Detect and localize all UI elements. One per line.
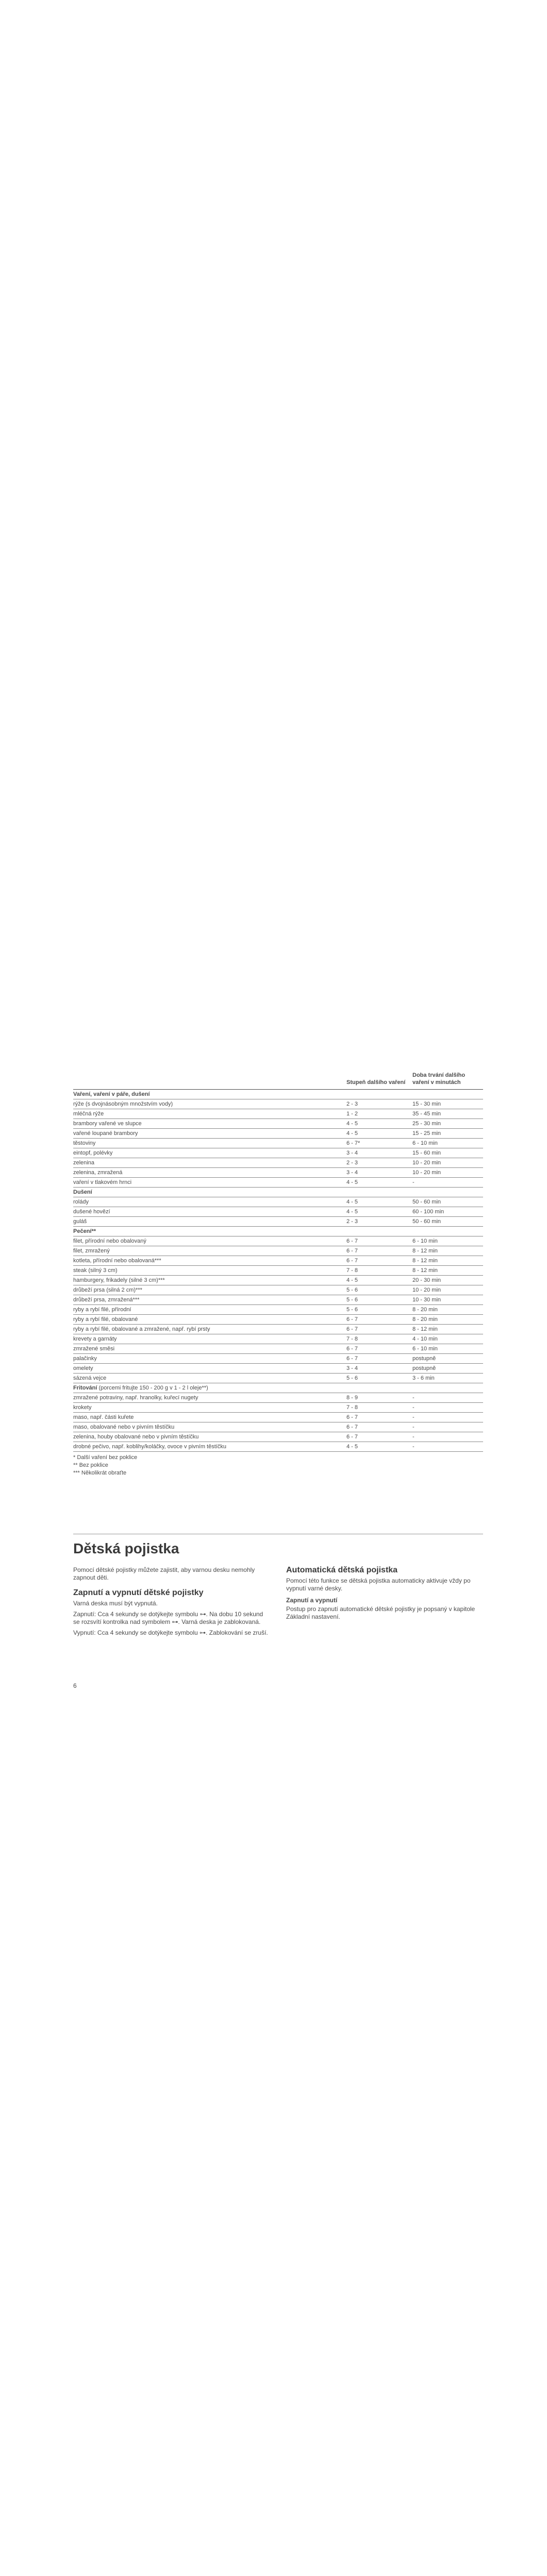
- auto-lock-setup-text: Postup pro zapnutí automatické dětské pojistky je popsaný v kapitole Základní nastavení.: [286, 1605, 475, 1620]
- level-cell: 8 - 9: [346, 1393, 412, 1403]
- level-cell: 6 - 7: [346, 1422, 412, 1432]
- table-header-row: [73, 1072, 483, 1090]
- duration-cell: 10 - 30 min: [412, 1295, 483, 1305]
- food-cell: omelety: [73, 1364, 346, 1374]
- food-cell: filet, zmražený: [73, 1246, 346, 1256]
- table-row: [73, 1325, 483, 1334]
- table-section-row: [73, 1090, 483, 1099]
- food-cell: zelenina: [73, 1158, 346, 1168]
- level-cell: 5 - 6: [346, 1295, 412, 1305]
- food-cell: filet, přírodní nebo obalovaný: [73, 1236, 346, 1246]
- child-lock-enable-text: Zapnutí: Cca 4 sekundy se dotýkejte symbolu ⊶. Na dobu 10 sekund se rozsvítí kontrolka nad symbolem ⊶. Varná deska je zablokovaná.: [73, 1611, 263, 1625]
- table-row: [73, 1413, 483, 1422]
- section-heading: Vaření, vaření v páře, dušení: [73, 1091, 150, 1097]
- duration-cell: -: [412, 1442, 483, 1452]
- level-cell: 7 - 8: [346, 1334, 412, 1344]
- food-cell: vařené loupané brambory: [73, 1129, 346, 1139]
- duration-cell: 15 - 60 min: [412, 1148, 483, 1158]
- duration-cell: -: [412, 1422, 483, 1432]
- table-row: [73, 1393, 483, 1403]
- food-cell: eintopf, polévky: [73, 1148, 346, 1158]
- table-row: [73, 1148, 483, 1158]
- food-cell: guláš: [73, 1217, 346, 1227]
- table-row: [73, 1315, 483, 1325]
- table-row: [73, 1364, 483, 1374]
- page-number: 6: [73, 1682, 77, 1689]
- duration-cell: postupně: [412, 1354, 483, 1364]
- table-row: [73, 1119, 483, 1129]
- intro-text: Pomocí dětské pojistky můžete zajistit, aby varnou desku nemohly zapnout děti.: [73, 1566, 255, 1581]
- level-cell: 2 - 3: [346, 1099, 412, 1109]
- food-cell: zelenina, houby obalované nebo v pivním těstíčku: [73, 1432, 346, 1442]
- level-cell: 5 - 6: [346, 1305, 412, 1315]
- child-lock-precondition: Varná deska musí být vypnutá.: [73, 1600, 158, 1607]
- duration-cell: 8 - 12 min: [412, 1266, 483, 1276]
- duration-cell: 6 - 10 min: [412, 1139, 483, 1148]
- level-cell: 6 - 7: [346, 1413, 412, 1422]
- cooking-table-container: [73, 1072, 483, 1477]
- section-heading-cell: [73, 1188, 483, 1197]
- right-column: [286, 1566, 482, 1624]
- auto-lock-subheading: Zapnutí a vypnutí: [286, 1597, 338, 1604]
- duration-cell: postupně: [412, 1364, 483, 1374]
- table-section-row: [73, 1188, 483, 1197]
- food-cell: steak (silný 3 cm): [73, 1266, 346, 1276]
- level-cell: 3 - 4: [346, 1364, 412, 1374]
- section-heading-cell: [73, 1227, 483, 1236]
- table-row: [73, 1344, 483, 1354]
- duration-cell: 10 - 20 min: [412, 1158, 483, 1168]
- duration-cell: 10 - 20 min: [412, 1285, 483, 1295]
- food-cell: maso, např. části kuřete: [73, 1413, 346, 1422]
- table-row: [73, 1276, 483, 1285]
- duration-cell: 8 - 12 min: [412, 1246, 483, 1256]
- food-cell: kotleta, přírodní nebo obalovaná***: [73, 1256, 346, 1266]
- table-row: [73, 1109, 483, 1119]
- table-row: [73, 1256, 483, 1266]
- food-cell: ryby a rybí filé, obalované: [73, 1315, 346, 1325]
- section-note: (porcemi fritujte 150 - 200 g v 1 - 2 l oleje**): [97, 1385, 208, 1391]
- duration-cell: 25 - 30 min: [412, 1119, 483, 1129]
- level-cell: 6 - 7: [346, 1256, 412, 1266]
- footnotes: [73, 1454, 483, 1477]
- table-row: [73, 1422, 483, 1432]
- level-cell: 3 - 4: [346, 1148, 412, 1158]
- level-cell: 6 - 7: [346, 1315, 412, 1325]
- duration-cell: -: [412, 1178, 483, 1188]
- duration-cell: 3 - 6 min: [412, 1374, 483, 1383]
- header-level: Stupeň dalšího vaření: [346, 1072, 412, 1090]
- level-cell: 5 - 6: [346, 1374, 412, 1383]
- duration-cell: -: [412, 1413, 483, 1422]
- food-cell: krokety: [73, 1403, 346, 1413]
- food-cell: vaření v tlakovém hrnci: [73, 1178, 346, 1188]
- child-lock-disable-text: Vypnutí: Cca 4 sekundy se dotýkejte symbolu ⊶. Zablokování se zruší.: [73, 1629, 268, 1636]
- duration-cell: -: [412, 1393, 483, 1403]
- duration-cell: 8 - 20 min: [412, 1305, 483, 1315]
- food-cell: drůbeží prsa (silná 2 cm)***: [73, 1285, 346, 1295]
- duration-cell: 60 - 100 min: [412, 1207, 483, 1217]
- table-body: [73, 1090, 483, 1452]
- footnote: *** Několikrát obraťte: [73, 1470, 127, 1476]
- food-cell: brambory vařené ve slupce: [73, 1119, 346, 1129]
- table-row: [73, 1334, 483, 1344]
- level-cell: 6 - 7: [346, 1432, 412, 1442]
- duration-cell: 15 - 30 min: [412, 1099, 483, 1109]
- section-heading: Fritování: [73, 1385, 97, 1391]
- table-row: [73, 1295, 483, 1305]
- level-cell: 7 - 8: [346, 1266, 412, 1276]
- level-cell: 4 - 5: [346, 1197, 412, 1207]
- table-row: [73, 1236, 483, 1246]
- food-cell: rolády: [73, 1197, 346, 1207]
- table-row: [73, 1207, 483, 1217]
- child-lock-heading: Zapnutí a vypnutí dětské pojistky: [73, 1588, 204, 1597]
- level-cell: 5 - 6: [346, 1285, 412, 1295]
- table-row: [73, 1354, 483, 1364]
- level-cell: 2 - 3: [346, 1217, 412, 1227]
- duration-cell: 4 - 10 min: [412, 1334, 483, 1344]
- table-row: [73, 1374, 483, 1383]
- level-cell: 6 - 7: [346, 1344, 412, 1354]
- level-cell: 4 - 5: [346, 1178, 412, 1188]
- level-cell: 2 - 3: [346, 1158, 412, 1168]
- food-cell: maso, obalované nebo v pivním těstíčku: [73, 1422, 346, 1432]
- food-cell: ryby a rybí filé, obalované a zmražené, např. rybí prsty: [73, 1325, 346, 1334]
- level-cell: 6 - 7*: [346, 1139, 412, 1148]
- table-row: [73, 1266, 483, 1276]
- level-cell: 6 - 7: [346, 1236, 412, 1246]
- level-cell: 1 - 2: [346, 1109, 412, 1119]
- food-cell: sázená vejce: [73, 1374, 346, 1383]
- food-cell: mléčná rýže: [73, 1109, 346, 1119]
- footnote: * Další vaření bez poklice: [73, 1454, 138, 1461]
- duration-cell: 50 - 60 min: [412, 1197, 483, 1207]
- level-cell: 7 - 8: [346, 1403, 412, 1413]
- table-row: [73, 1129, 483, 1139]
- duration-cell: 8 - 20 min: [412, 1315, 483, 1325]
- section-title: Dětská pojistka: [73, 1540, 179, 1556]
- food-cell: krevety a garnáty: [73, 1334, 346, 1344]
- food-cell: hamburgery, frikadely (silné 3 cm)***: [73, 1276, 346, 1285]
- auto-lock-heading: Automatická dětská pojistka: [286, 1566, 398, 1574]
- level-cell: 4 - 5: [346, 1207, 412, 1217]
- table-row: [73, 1158, 483, 1168]
- duration-cell: 6 - 10 min: [412, 1236, 483, 1246]
- food-cell: těstoviny: [73, 1139, 346, 1148]
- table-row: [73, 1178, 483, 1188]
- level-cell: 4 - 5: [346, 1442, 412, 1452]
- duration-cell: 35 - 45 min: [412, 1109, 483, 1119]
- table-section-row: [73, 1383, 483, 1393]
- level-cell: 4 - 5: [346, 1119, 412, 1129]
- table-row: [73, 1442, 483, 1452]
- food-cell: drůbeží prsa, zmražená***: [73, 1295, 346, 1305]
- duration-cell: 20 - 30 min: [412, 1276, 483, 1285]
- duration-cell: 50 - 60 min: [412, 1217, 483, 1227]
- duration-cell: 8 - 12 min: [412, 1325, 483, 1334]
- table-row: [73, 1285, 483, 1295]
- header-duration: Doba trvání dalšího vaření v minutách: [412, 1072, 483, 1090]
- duration-cell: -: [412, 1403, 483, 1413]
- level-cell: 6 - 7: [346, 1325, 412, 1334]
- table-row: [73, 1168, 483, 1178]
- table-row: [73, 1246, 483, 1256]
- section-heading: Pečení**: [73, 1228, 96, 1234]
- cooking-table: [73, 1072, 483, 1452]
- level-cell: 6 - 7: [346, 1246, 412, 1256]
- section-heading: Dušení: [73, 1189, 92, 1195]
- level-cell: 4 - 5: [346, 1276, 412, 1285]
- table-row: [73, 1305, 483, 1315]
- food-cell: ryby a rybí filé, přírodní: [73, 1305, 346, 1315]
- table-section-row: [73, 1227, 483, 1236]
- duration-cell: 6 - 10 min: [412, 1344, 483, 1354]
- table-row: [73, 1099, 483, 1109]
- table-row: [73, 1432, 483, 1442]
- food-cell: palačinky: [73, 1354, 346, 1364]
- table-row: [73, 1139, 483, 1148]
- left-column: [73, 1566, 269, 1640]
- table-row: [73, 1197, 483, 1207]
- level-cell: 3 - 4: [346, 1168, 412, 1178]
- section-heading-cell: [73, 1383, 483, 1393]
- table-row: [73, 1217, 483, 1227]
- food-cell: dušené hovězí: [73, 1207, 346, 1217]
- level-cell: 6 - 7: [346, 1354, 412, 1364]
- food-cell: zelenina, zmražená: [73, 1168, 346, 1178]
- level-cell: 4 - 5: [346, 1129, 412, 1139]
- food-cell: zmražené směsi: [73, 1344, 346, 1354]
- food-cell: zmražené potraviny, např. hranolky, kuřecí nugety: [73, 1393, 346, 1403]
- duration-cell: -: [412, 1432, 483, 1442]
- section-heading-cell: [73, 1090, 483, 1099]
- food-cell: drobné pečivo, např. koblihy/koláčky, ovoce v pivním těstíčku: [73, 1442, 346, 1452]
- duration-cell: 8 - 12 min: [412, 1256, 483, 1266]
- footnote: ** Bez poklice: [73, 1462, 108, 1468]
- duration-cell: 10 - 20 min: [412, 1168, 483, 1178]
- food-cell: rýže (s dvojnásobným množstvím vody): [73, 1099, 346, 1109]
- table-row: [73, 1403, 483, 1413]
- auto-lock-text: Pomocí této funkce se dětská pojistka automaticky aktivuje vždy po vypnutí varné desky.: [286, 1577, 471, 1592]
- duration-cell: 15 - 25 min: [412, 1129, 483, 1139]
- header-food: [73, 1072, 346, 1090]
